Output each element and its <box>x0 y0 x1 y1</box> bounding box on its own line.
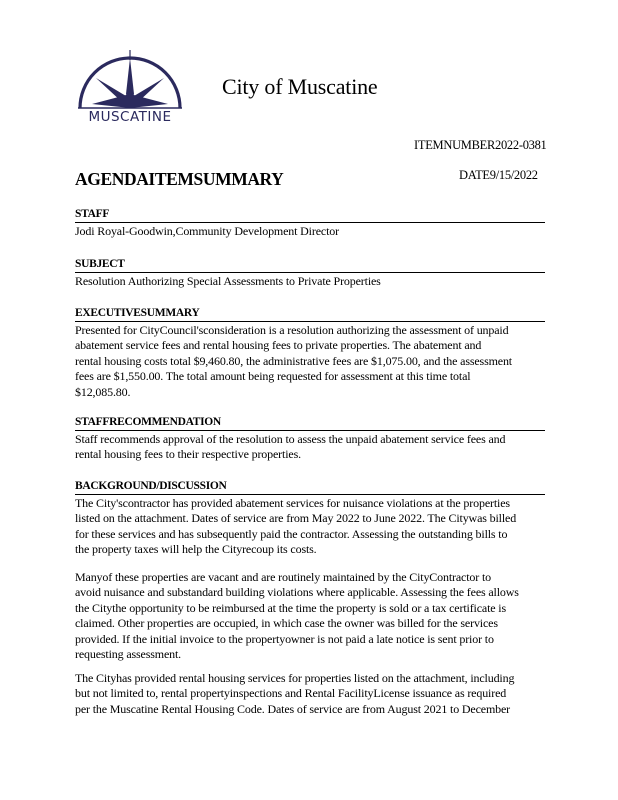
section-heading: SUBJECT <box>75 257 545 273</box>
background-paragraph-2 <box>75 570 547 662</box>
text-line: but not limited to, rental propertyinspections and Rental FacilityLicense issuance as required <box>75 686 507 701</box>
document-title: AGENDAITEMSUMMARY <box>75 169 284 189</box>
city-title: City of Muscatine <box>222 74 378 99</box>
text-line: rental housing fees to their respective properties. <box>75 447 301 462</box>
text-line: fees are $1,550.00. The total amount being requested for assessment at this time total <box>75 369 471 384</box>
text-line: provided. If the initial invoice to the propertyowner is not paid a late notice is sent prior to <box>75 631 494 646</box>
staff-name: Jodi Royal-Goodwin,Community Development Director <box>75 224 339 238</box>
text-line: rental housing costs total $9,460.80, the administrative fees are $1,075.00, and the assessment <box>75 353 512 368</box>
compass-star-logo-icon <box>74 50 186 122</box>
text-line: listed on the attachment. Dates of service are from May 2022 to June 2022. The Citywas billed <box>75 511 517 526</box>
text-line: The City'scontractor has provided abatement services for nuisance violations at the properties <box>75 496 510 510</box>
logo-text: MUSCATINE <box>88 109 172 122</box>
text-line: abatement service fees and rental housing fees to private properties. The abatement and <box>75 338 482 353</box>
text-line: the property taxes will help the Cityrecoup its costs. <box>75 542 317 557</box>
background-paragraph-3 <box>75 671 547 717</box>
city-logo <box>74 50 186 122</box>
text-line: per the Muscatine Rental Housing Code. Dates of service are from August 2021 to December <box>75 701 511 716</box>
section-heading: EXECUTIVESUMMARY <box>75 306 545 322</box>
text-line: Staff recommends approval of the resolution to assess the unpaid abatement service fees and <box>75 432 506 446</box>
agenda-date: DATE9/15/2022 <box>459 168 538 182</box>
text-line: avoid nuisance and substandard building violations where applicable. Assessing the fees allows <box>75 585 519 600</box>
executive-summary-text <box>75 322 545 400</box>
section-staff <box>75 207 545 239</box>
text-line: for these services and has subsequently paid the contractor. Assessing the outstanding bills to <box>75 526 508 541</box>
section-staff-recommendation <box>75 415 545 463</box>
text-line: The Cityhas provided rental housing services for properties listed on the attachment, including <box>75 671 515 685</box>
recommendation-text <box>75 431 545 463</box>
text-line: claimed. Other properties are occupied, in which case the owner was billed for the services <box>75 616 498 631</box>
text-line: the Citythe opportunity to be reimbursed at the time the property is sold or a tax certificate is <box>75 600 506 615</box>
item-number: ITEMNUMBER2022-0381 <box>414 138 547 152</box>
background-text <box>75 495 545 558</box>
text-line: Manyof these properties are vacant and are routinely maintained by the CityContractor to <box>75 570 491 584</box>
text-line: $12,085.80. <box>75 384 131 399</box>
section-heading: BACKGROUND/DISCUSSION <box>75 479 545 495</box>
text-line: Presented for CityCouncil'sconsideration is a resolution authorizing the assessment of unpaid <box>75 323 509 337</box>
section-subject <box>75 257 545 289</box>
section-heading: STAFFRECOMMENDATION <box>75 415 545 431</box>
section-executive-summary <box>75 306 545 400</box>
subject-text: Resolution Authorizing Special Assessments to Private Properties <box>75 274 381 288</box>
text-line: requesting assessment. <box>75 647 182 662</box>
section-background-discussion <box>75 479 545 558</box>
section-heading: STAFF <box>75 207 545 223</box>
